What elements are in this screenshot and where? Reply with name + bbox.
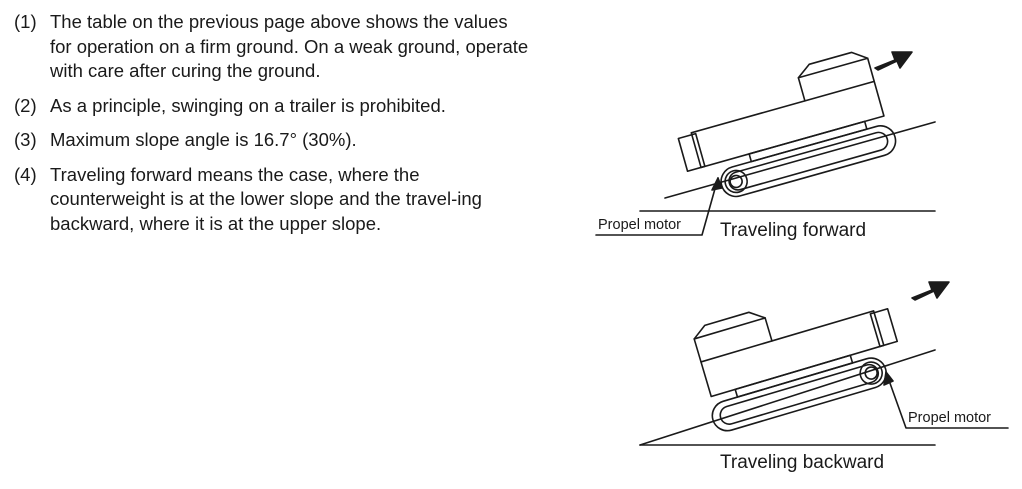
track-frame	[749, 121, 867, 161]
cab-roof-line	[798, 58, 867, 77]
note-text: As a principle, swinging on a trailer is prohibited.	[50, 94, 446, 116]
note-1	[14, 10, 534, 84]
propel-motor-label-backward: Propel motor	[908, 410, 992, 426]
note-text: Traveling forward means the case, where the counterweight is at the lower slope and the travel-ing backward, where it is at the upper slope.	[50, 163, 482, 234]
cab	[691, 308, 772, 362]
direction-arrow-icon	[912, 282, 949, 300]
excavator-backward	[687, 274, 908, 434]
notes-list	[14, 10, 534, 246]
forward-diagram	[596, 47, 935, 235]
direction-arrow-icon	[875, 52, 912, 70]
note-4	[14, 163, 534, 237]
note-number: (1)	[14, 11, 37, 32]
propel-motor-label-forward: Propel motor	[598, 217, 682, 233]
note-number: (3)	[14, 129, 37, 150]
note-text: The table on the previous page above shows the values for operation on a firm ground. On a weak ground, operate with care after curing the ground.	[50, 11, 529, 81]
slope-travel-figure	[560, 30, 1020, 485]
note-text: Maximum slope angle is 16.7° (30%).	[50, 129, 357, 150]
leader-arrowhead-icon	[884, 372, 893, 385]
note-number: (2)	[14, 94, 37, 116]
note-number: (4)	[14, 163, 37, 185]
track-frame	[735, 355, 852, 397]
excavator-forward	[669, 47, 899, 208]
note-2	[14, 94, 534, 119]
upper-body	[701, 311, 884, 397]
upper-body	[691, 81, 884, 167]
cab-roof-line	[694, 318, 765, 339]
caption-traveling-backward: Traveling backward	[720, 452, 885, 473]
slope-line	[640, 350, 935, 445]
slope-line	[665, 122, 935, 198]
caption-traveling-forward: Traveling forward	[720, 220, 867, 241]
note-3	[14, 128, 534, 153]
